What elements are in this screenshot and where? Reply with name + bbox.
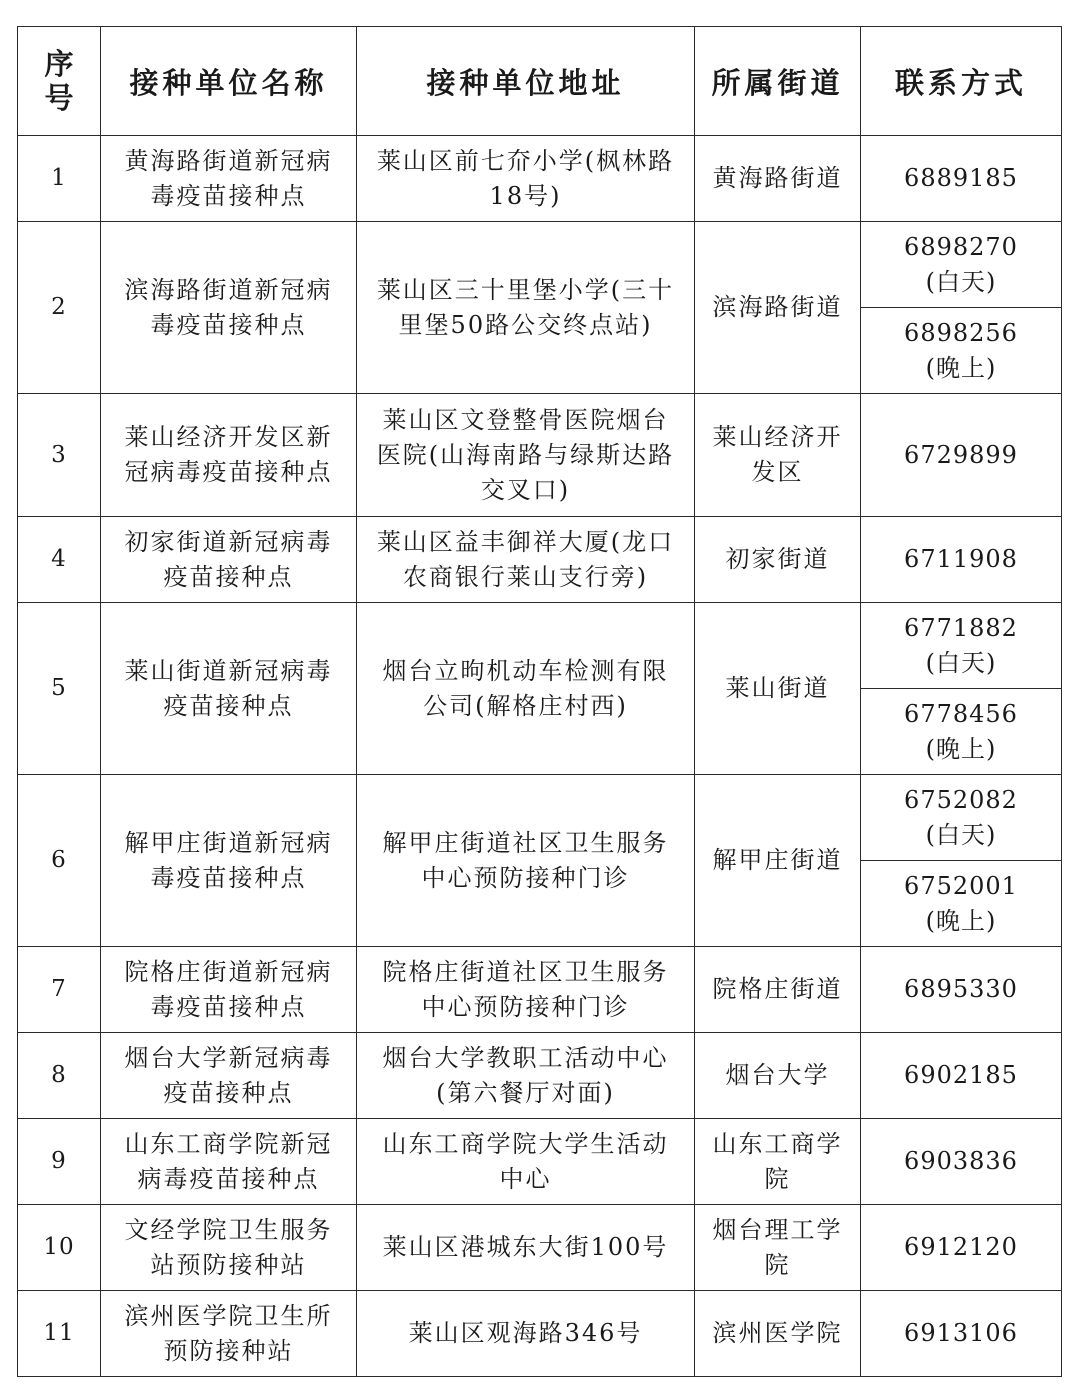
row-name xyxy=(101,222,357,394)
row-phone-text xyxy=(904,697,1018,767)
table-row xyxy=(18,1033,1062,1119)
row-seq xyxy=(18,603,101,775)
row-phone xyxy=(861,1119,1062,1205)
phone-note: (白天) xyxy=(925,648,997,677)
row-address xyxy=(357,947,695,1033)
row-phone-text xyxy=(904,161,1018,196)
row-street xyxy=(695,517,861,603)
row-seq-text: 1 xyxy=(51,165,67,191)
phone-number: 6752001 xyxy=(904,871,1018,900)
row-street xyxy=(695,947,861,1033)
row-name-text: 山东工商学院新冠病毒疫苗接种点 xyxy=(124,1129,333,1193)
row-address-text: 山东工商学院大学生活动中心 xyxy=(382,1129,669,1193)
table-row xyxy=(18,775,1062,861)
row-address xyxy=(357,222,695,394)
row-seq xyxy=(18,517,101,603)
row-phone xyxy=(861,517,1062,603)
phone-note: (晚上) xyxy=(925,734,997,763)
row-seq-text: 11 xyxy=(43,1320,75,1346)
row-address-text: 烟台大学教职工活动中心(第六餐厅对面) xyxy=(382,1043,669,1107)
row-phone xyxy=(861,603,1062,689)
row-seq-text: 9 xyxy=(51,1148,67,1174)
table-row xyxy=(18,603,1062,689)
row-phone-text xyxy=(904,783,1018,853)
row-phone xyxy=(861,689,1062,775)
row-address-text: 莱山区港城东大街100号 xyxy=(382,1233,669,1261)
row-phone-text xyxy=(904,1316,1018,1351)
phone-number: 6771882 xyxy=(904,613,1018,642)
row-street-text: 解甲庄街道 xyxy=(712,846,843,874)
row-seq-text: 2 xyxy=(51,294,67,320)
phone-number: 6889185 xyxy=(904,164,1018,192)
row-seq xyxy=(18,136,101,222)
row-phone xyxy=(861,947,1062,1033)
row-address-text: 莱山区益丰御祥大厦(龙口农商银行莱山支行旁) xyxy=(376,527,675,591)
phone-number: 6898256 xyxy=(904,318,1018,347)
row-street xyxy=(695,1291,861,1377)
table-row xyxy=(18,394,1062,517)
row-phone xyxy=(861,308,1062,394)
row-name xyxy=(101,603,357,775)
row-address xyxy=(357,394,695,517)
row-address-text: 莱山区观海路346号 xyxy=(408,1319,643,1347)
row-name xyxy=(101,1119,357,1205)
row-address-text: 解甲庄街道社区卫生服务中心预防接种门诊 xyxy=(382,828,669,892)
row-street xyxy=(695,603,861,775)
row-name-text: 初家街道新冠病毒疫苗接种点 xyxy=(124,527,333,591)
header-address: 接种单位地址 xyxy=(357,27,695,136)
row-phone-text xyxy=(904,611,1018,681)
row-name xyxy=(101,136,357,222)
row-phone-text xyxy=(904,972,1018,1007)
row-seq-text: 10 xyxy=(43,1234,75,1260)
row-address xyxy=(357,1033,695,1119)
row-name-text: 莱山经济开发区新冠病毒疫苗接种点 xyxy=(124,423,333,486)
row-name xyxy=(101,947,357,1033)
row-street xyxy=(695,1119,861,1205)
row-phone-text xyxy=(904,230,1018,300)
row-street-text: 滨海路街道 xyxy=(712,293,843,321)
row-phone xyxy=(861,1033,1062,1119)
row-seq xyxy=(18,775,101,947)
table-row xyxy=(18,517,1062,603)
table-row xyxy=(18,1291,1062,1377)
row-address xyxy=(357,603,695,775)
phone-number: 6711908 xyxy=(904,545,1018,573)
row-name xyxy=(101,1205,357,1291)
header-seq-bottom: 号 xyxy=(44,81,74,115)
row-street xyxy=(695,1033,861,1119)
row-street-text: 莱山街道 xyxy=(725,674,830,702)
row-address xyxy=(357,517,695,603)
vaccination-sites-table xyxy=(17,26,1062,1377)
row-street-text: 山东工商学院 xyxy=(712,1129,843,1193)
table-body xyxy=(18,136,1062,1377)
row-street xyxy=(695,222,861,394)
row-phone xyxy=(861,136,1062,222)
row-street xyxy=(695,394,861,517)
row-phone-text xyxy=(904,438,1018,473)
row-address xyxy=(357,1119,695,1205)
phone-note: (晚上) xyxy=(925,906,997,935)
row-seq-text: 3 xyxy=(51,441,67,468)
row-address xyxy=(357,1291,695,1377)
row-name-text: 滨州医学院卫生所预防接种站 xyxy=(124,1301,333,1365)
phone-number: 6729899 xyxy=(904,440,1018,469)
row-seq-text: 8 xyxy=(51,1062,67,1088)
row-seq-text: 7 xyxy=(51,976,67,1002)
row-phone-text xyxy=(904,316,1018,386)
row-phone xyxy=(861,861,1062,947)
row-street-text: 烟台理工学院 xyxy=(712,1215,843,1279)
phone-number: 6752082 xyxy=(904,785,1018,814)
phone-number: 6913106 xyxy=(904,1319,1018,1347)
row-street-text: 院格庄街道 xyxy=(712,975,843,1003)
row-seq xyxy=(18,1291,101,1377)
row-phone-text xyxy=(904,1144,1018,1179)
phone-number: 6898270 xyxy=(904,232,1018,261)
phone-note: (晚上) xyxy=(925,353,997,382)
row-name-text: 解甲庄街道新冠病毒疫苗接种点 xyxy=(124,828,333,892)
table-row xyxy=(18,947,1062,1033)
header-contact: 联系方式 xyxy=(861,27,1062,136)
row-name xyxy=(101,394,357,517)
row-seq-text: 4 xyxy=(51,546,67,572)
header-seq xyxy=(18,27,101,136)
phone-number: 6778456 xyxy=(904,699,1018,728)
row-name-text: 院格庄街道新冠病毒疫苗接种点 xyxy=(124,957,333,1021)
row-street xyxy=(695,775,861,947)
row-seq xyxy=(18,1033,101,1119)
row-street-text: 黄海路街道 xyxy=(712,164,843,192)
phone-number: 6895330 xyxy=(904,975,1018,1003)
header-name: 接种单位名称 xyxy=(101,27,357,136)
row-street xyxy=(695,136,861,222)
table-row xyxy=(18,222,1062,308)
row-street-text: 烟台大学 xyxy=(725,1061,830,1089)
row-seq-text: 5 xyxy=(51,675,67,701)
row-address-text: 莱山区文登整骨医院烟台医院(山海南路与绿斯达路交叉口) xyxy=(376,405,675,504)
header-row xyxy=(18,27,1062,136)
row-seq xyxy=(18,1119,101,1205)
phone-note: (白天) xyxy=(925,267,997,296)
row-name xyxy=(101,517,357,603)
table-row xyxy=(18,136,1062,222)
row-phone-text xyxy=(904,542,1018,577)
row-name xyxy=(101,775,357,947)
row-address xyxy=(357,136,695,222)
phone-number: 6902185 xyxy=(904,1061,1018,1089)
row-phone-text xyxy=(904,1230,1018,1265)
row-phone-text xyxy=(904,1058,1018,1093)
table-row xyxy=(18,1119,1062,1205)
header-street: 所属街道 xyxy=(695,27,861,136)
row-seq xyxy=(18,394,101,517)
row-address-text: 莱山区前七夼小学(枫林路18号) xyxy=(376,146,675,210)
row-street-text: 初家街道 xyxy=(725,545,830,573)
row-seq xyxy=(18,1205,101,1291)
row-phone-text xyxy=(904,869,1018,939)
header-seq-top: 序 xyxy=(44,47,74,81)
row-seq xyxy=(18,222,101,394)
row-seq xyxy=(18,947,101,1033)
row-name-text: 滨海路街道新冠病毒疫苗接种点 xyxy=(124,275,333,339)
row-name xyxy=(101,1291,357,1377)
row-street xyxy=(695,1205,861,1291)
row-name-text: 烟台大学新冠病毒疫苗接种点 xyxy=(124,1043,333,1107)
row-name-text: 文经学院卫生服务站预防接种站 xyxy=(124,1215,333,1279)
row-phone xyxy=(861,775,1062,861)
phone-note: (白天) xyxy=(925,820,997,849)
row-name xyxy=(101,1033,357,1119)
row-phone xyxy=(861,222,1062,308)
phone-number: 6903836 xyxy=(904,1147,1018,1175)
row-address xyxy=(357,775,695,947)
row-phone xyxy=(861,1205,1062,1291)
row-phone xyxy=(861,394,1062,517)
row-street-text: 滨州医学院 xyxy=(712,1319,843,1347)
row-name-text: 黄海路街道新冠病毒疫苗接种点 xyxy=(124,146,333,210)
row-address xyxy=(357,1205,695,1291)
row-address-text: 莱山区三十里堡小学(三十里堡50路公交终点站) xyxy=(376,275,675,339)
row-address-text: 烟台立昫机动车检测有限公司(解格庄村西) xyxy=(382,656,669,720)
table-row xyxy=(18,1205,1062,1291)
row-phone xyxy=(861,1291,1062,1377)
row-address-text: 院格庄街道社区卫生服务中心预防接种门诊 xyxy=(382,957,669,1021)
phone-number: 6912120 xyxy=(904,1233,1018,1261)
row-seq-text: 6 xyxy=(51,847,67,873)
row-name-text: 莱山街道新冠病毒疫苗接种点 xyxy=(124,656,333,720)
row-street-text: 莱山经济开发区 xyxy=(712,423,843,486)
